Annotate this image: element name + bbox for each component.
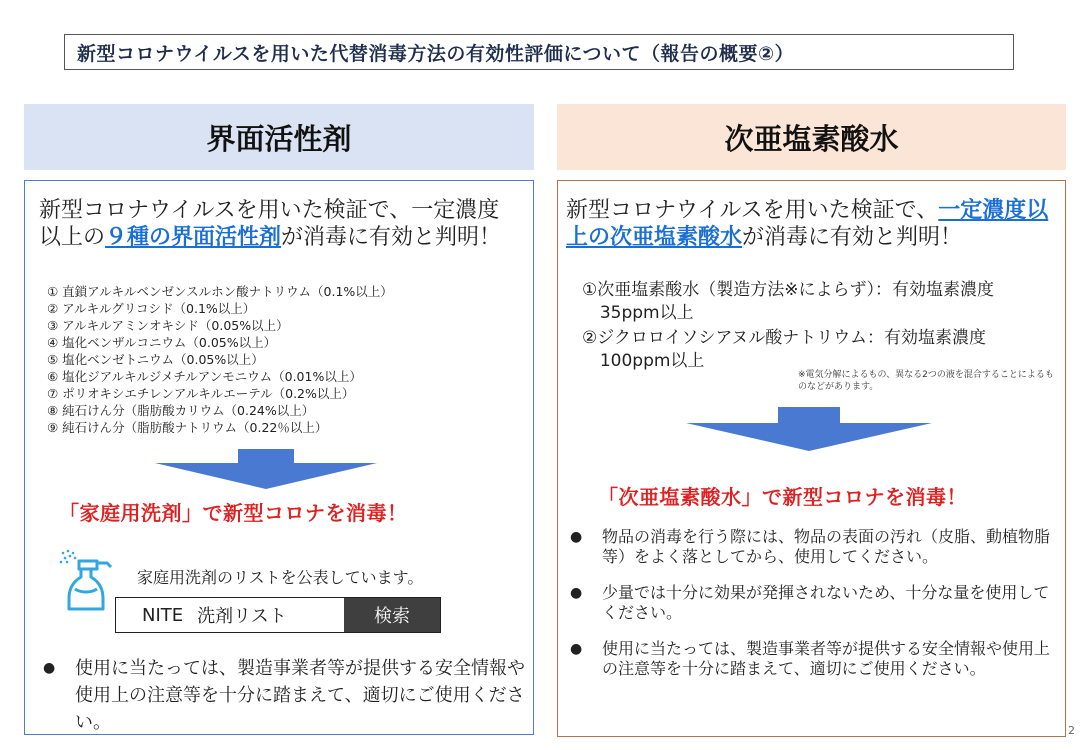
list-item: ⑧ 純石けん分（脂肪酸カリウム（0.24%以上） [47,403,315,418]
surfactant-panel [24,180,534,735]
list-item: ⑨ 純石けん分（脂肪酸ナトリウム（0.22％以上） [47,420,328,435]
list-item: ⑥ 塩化ジアルキルジメチルアンモニウム（0.01%以上） [47,369,362,384]
bullet-dot-icon: ● [570,529,583,545]
list-item: ③ アルキルアミンオキシド（0.05%以上） [47,318,289,333]
list-item: ⑦ ポリオキシエチレンアルキルエーテル（0.2%以上） [47,386,355,401]
hypochlorous-panel [557,180,1066,737]
list-item: ② アルキルグリコシド（0.1%以上） [47,301,256,316]
intro-text: 新型コロナウイルスを用いた検証で、 [566,198,939,223]
hypochlorous-header: 次亜塩素酸水 [557,104,1066,170]
list-item [566,639,1054,679]
intro-highlight: 一定濃度以上の次亜塩素酸水 [566,198,1049,250]
search-box[interactable] [115,597,441,633]
down-arrow-icon [155,449,377,489]
intro-end: が消毒に有効と判明！ [742,225,963,250]
list-item: ⑤ 塩化ベンゼトニウム（0.05%以上） [47,352,264,367]
hypochlorous-conditions [582,279,1022,373]
surfactant-list [47,283,393,436]
list-item [566,527,1054,567]
search-button[interactable]: 検索 [344,598,440,632]
intro-text: 新型コロナウイルスを用いた検証で、一定濃度以上の [39,198,500,250]
spray-bottle-icon [59,547,119,613]
bullet-text: 使用に当たっては、製造事業者等が提供する安全情報や使用上の注意等を十分に踏まえて、適切にご使用ください。 [602,639,1051,678]
list-item: ②ジクロロイソシアヌル酸ナトリウム：有効塩素濃度100ppm以上 [582,328,987,371]
note-text: ※電気分解によるもの、異なる2つの液を混合することによるものなどがあります。 [798,370,1054,392]
list-item [39,655,525,736]
bullet-dot-icon: ● [43,660,56,676]
list-item: ① 直鎖アルキルベンゼンスルホン酸ナトリウム（0.1%以上） [47,284,393,299]
surfactant-callout: 「家庭用洗剤」で新型コロナを消毒！ [59,501,408,525]
bullet-dot-icon: ● [570,585,583,601]
search-input[interactable] [116,598,344,632]
bullet-text: 使用に当たっては、製造事業者等が提供する安全情報や使用上の注意等を十分に踏まえて、適切にご使用ください。 [75,658,525,733]
bullet-text: 少量では十分に効果が発揮されないため、十分な量を使用してください。 [602,583,1050,622]
surfactant-header: 界面活性剤 [24,104,534,170]
list-item: ④ 塩化ベンザルコニウム（0.05%以上） [47,335,277,350]
hypochlorous-intro [566,197,1060,251]
surfactant-intro [39,197,519,251]
intro-highlight: ９種の界面活性剤 [105,225,282,250]
bullet-dot-icon: ● [570,641,583,657]
page-number: 2 [1068,724,1075,737]
bullet-text: 物品の消毒を行う際には、物品の表面の汚れ（皮脂、動植物脂等）をよく落としてから、使用してください。 [602,527,1051,566]
surfactant-bullets [39,655,525,736]
search-query-text: 洗剤リスト [197,606,287,627]
list-item [566,583,1054,623]
hypochlorous-bullets [566,527,1054,679]
intro-end: が消毒に有効と判明！ [281,225,502,250]
publish-text: 家庭用洗剤のリストを公表しています。 [137,568,424,587]
down-arrow-icon [686,407,932,451]
hypochlorous-callout: 「次亜塩素酸水」で新型コロナを消毒！ [598,485,967,509]
list-item: ①次亜塩素酸水（製造方法※によらず）：有効塩素濃度35ppm以上 [582,280,994,323]
search-nite-text: NITE [142,604,184,626]
page-title: 新型コロナウイルスを用いた代替消毒方法の有効性評価について（報告の概要②） [64,34,1014,70]
